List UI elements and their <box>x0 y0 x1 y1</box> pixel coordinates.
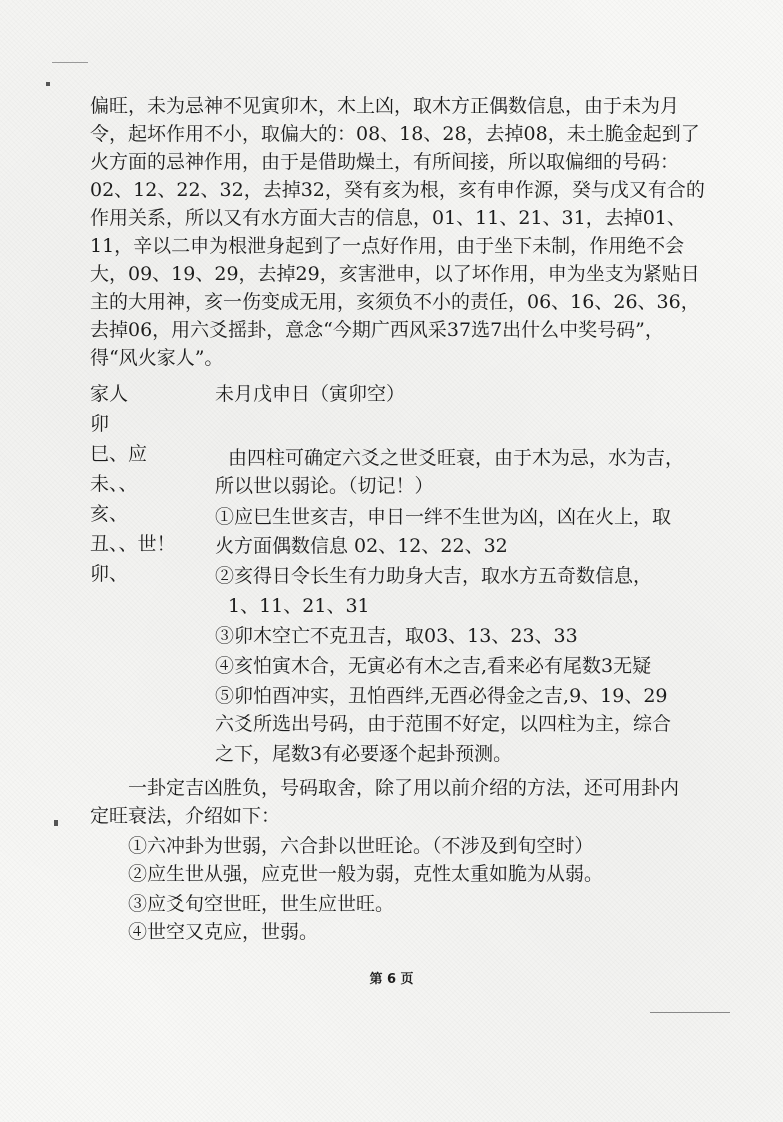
text-line: 大，09、19、29，去掉29，亥害泄申，以了坏作用，申为坐支为紧贴日 <box>90 263 700 285</box>
text-line: 主的大用神，亥一伤变成无用，亥须负不小的责任，06、16、26、36， <box>90 291 700 313</box>
text-line: 02、12、22、32，去掉32，癸有亥为根，亥有申作源，癸与戊又有合的 <box>90 179 705 201</box>
analysis-line: 1、11、21、31 <box>228 595 370 617</box>
analysis-line: 火方面偶数信息 02、12、22、32 <box>215 535 508 557</box>
yao-line: 卯 <box>90 413 110 435</box>
scan-edge-line <box>650 1012 730 1013</box>
analysis-line: 之下，尾数3有必要逐个起卦预测。 <box>215 743 513 765</box>
analysis-line: ③卯木空亡不克丑吉，取03、13、23、33 <box>215 625 578 647</box>
text-line: 火方面的忌神作用，由于是借助燥土，有所间接，所以取偏细的号码： <box>90 151 680 173</box>
gua-name: 家人 <box>90 383 129 405</box>
rule-item: ①六冲卦为世弱，六合卦以世旺论。（不涉及到旬空时） <box>128 835 594 857</box>
text-line: 偏旺，未为忌神不见寅卯木，木上凶，取木方正偶数信息，由于未为月 <box>90 95 680 117</box>
analysis-line: 所以世以弱论。（切记！） <box>215 475 434 497</box>
analysis-line: ④亥怕寅木合，无寅必有木之吉,看来必有尾数3无疑 <box>215 655 652 677</box>
yao-line: 亥、 <box>90 503 129 525</box>
analysis-line: 由四柱可确定六爻之世爻旺衰，由于木为忌，水为吉， <box>228 447 685 469</box>
analysis-line: 六爻所选出号码，由于范围不好定，以四柱为主，综合 <box>215 713 672 735</box>
text-line: 得“风火家人”。 <box>90 347 224 369</box>
text-line: 11，辛以二申为根泄身起到了一点好作用，由于坐下未制，作用绝不会 <box>90 235 685 257</box>
rule-item: ④世空又克应，世弱。 <box>128 921 319 943</box>
analysis-line: ⑤卯怕酉冲实，丑怕酉绊,无酉必得金之吉,9、19、29 <box>215 685 668 707</box>
text-line: 一卦定吉凶胜负，号码取舍，除了用以前介绍的方法，还可用卦内 <box>128 777 680 799</box>
yao-line: 丑、、世！ <box>90 533 176 555</box>
text-line: 去掉06，用六爻摇卦，意念“今期广西风采37选7出什么中奖号码”， <box>90 319 664 341</box>
yao-line: 未、、 <box>90 473 138 495</box>
yao-line: 巳、应 <box>90 443 148 465</box>
analysis-line: ①应巳生世亥吉，申日一绊不生世为凶，凶在火上，取 <box>215 506 672 528</box>
rule-item: ②应生世从强，应克世一般为弱，克性太重如脆为从弱。 <box>128 863 604 885</box>
scan-edge-mark <box>46 82 50 86</box>
text-line: 作用关系，所以又有水方面大吉的信息，01、11、21、31，去掉01、 <box>90 207 686 229</box>
gua-date: 未月戊申日（寅卯空） <box>215 383 406 405</box>
rule-item: ③应爻旬空世旺，世生应世旺。 <box>128 893 395 915</box>
yao-line: 卯、 <box>90 563 129 585</box>
scan-edge-mark <box>54 820 58 826</box>
scan-edge-mark <box>52 62 88 63</box>
text-line: 定旺衰法，介绍如下： <box>90 805 281 827</box>
text-line: 令，起坏作用不小，取偏大的：08、18、28，去掉08，未土脆金起到了 <box>90 123 700 145</box>
analysis-line: ②亥得日令长生有力助身大吉，取水方五奇数信息， <box>215 565 653 587</box>
page-number: 第 6 页 <box>369 972 414 987</box>
